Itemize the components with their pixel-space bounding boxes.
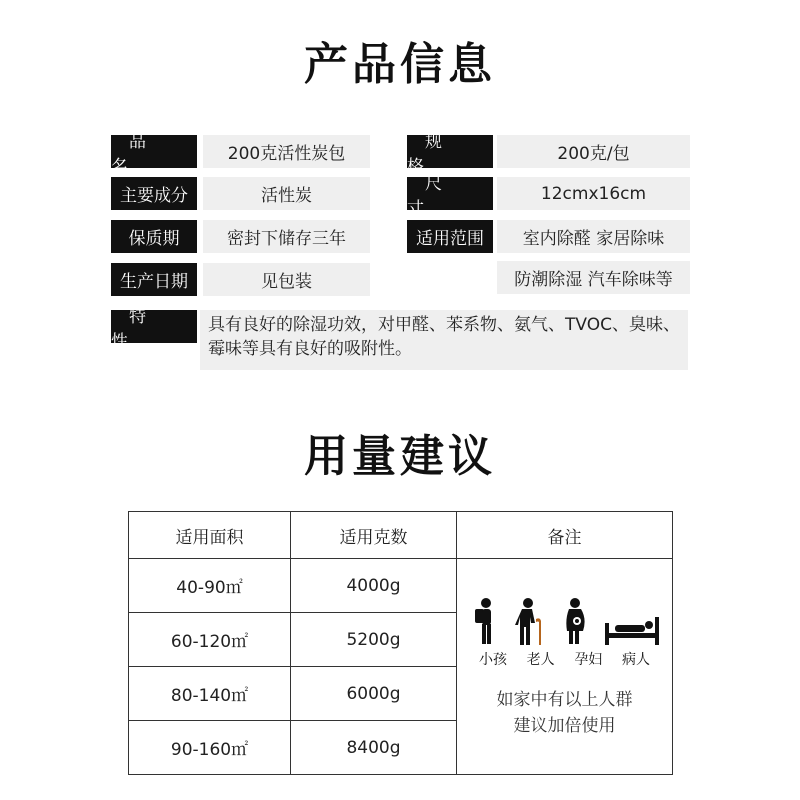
size-value: 12cmx16cm [497, 177, 690, 210]
pregnant-label: 孕妇 [574, 652, 603, 668]
grams-cell: 8400g [291, 721, 457, 775]
feature-value: 具有良好的除湿功效，对甲醛、苯系物、氨气、TVOC、臭味、霉味等具有良好的吸附性。 [200, 310, 688, 370]
elderly-icon [514, 597, 546, 645]
section-title-product-info: 产品信息 [304, 39, 496, 90]
production-date-value: 见包装 [203, 263, 370, 296]
header-note: 备注 [457, 512, 673, 559]
scope-value-2: 防潮除湿 汽车除味等 [497, 261, 690, 294]
elderly-label: 老人 [526, 652, 555, 668]
note-cell [457, 559, 673, 775]
child-icon [470, 597, 500, 645]
feature-label: 特 性 [111, 310, 197, 343]
shelf-life-label: 保质期 [111, 220, 197, 253]
note-line-1: 如家中有以上人群 [496, 690, 633, 710]
note-line-2: 建议加倍使用 [513, 716, 616, 736]
section-title-usage: 用量建议 [304, 431, 496, 482]
usage-table [128, 511, 673, 775]
header-area: 适用面积 [129, 512, 291, 559]
grams-cell: 5200g [291, 613, 457, 667]
ingredient-value: 活性炭 [203, 177, 370, 210]
name-value: 200克活性炭包 [203, 135, 370, 168]
scope-value-1: 室内除醛 家居除味 [497, 220, 690, 253]
spec-value: 200克/包 [497, 135, 690, 168]
table-header-row [129, 512, 673, 559]
area-cell: 90-160㎡ [129, 721, 291, 775]
grams-cell: 4000g [291, 559, 457, 613]
production-date-label: 生产日期 [111, 263, 197, 296]
header-grams: 适用克数 [291, 512, 457, 559]
area-cell: 40-90㎡ [129, 559, 291, 613]
pregnant-icon [561, 597, 591, 645]
scope-label: 适用范围 [407, 220, 493, 253]
note-text [457, 687, 672, 739]
child-label: 小孩 [479, 652, 507, 668]
icon-labels [470, 649, 660, 669]
patient-label: 病人 [621, 652, 650, 668]
patient-icon [605, 615, 659, 645]
area-cell: 60-120㎡ [129, 613, 291, 667]
table-row [129, 559, 673, 613]
area-cell: 80-140㎡ [129, 667, 291, 721]
size-label: 尺 寸 [407, 177, 493, 210]
ingredient-label: 主要成分 [111, 177, 197, 210]
name-label: 品 名 [111, 135, 197, 168]
people-icons [470, 595, 660, 645]
grams-cell: 6000g [291, 667, 457, 721]
spec-label: 规 格 [407, 135, 493, 168]
shelf-life-value: 密封下储存三年 [203, 220, 370, 253]
